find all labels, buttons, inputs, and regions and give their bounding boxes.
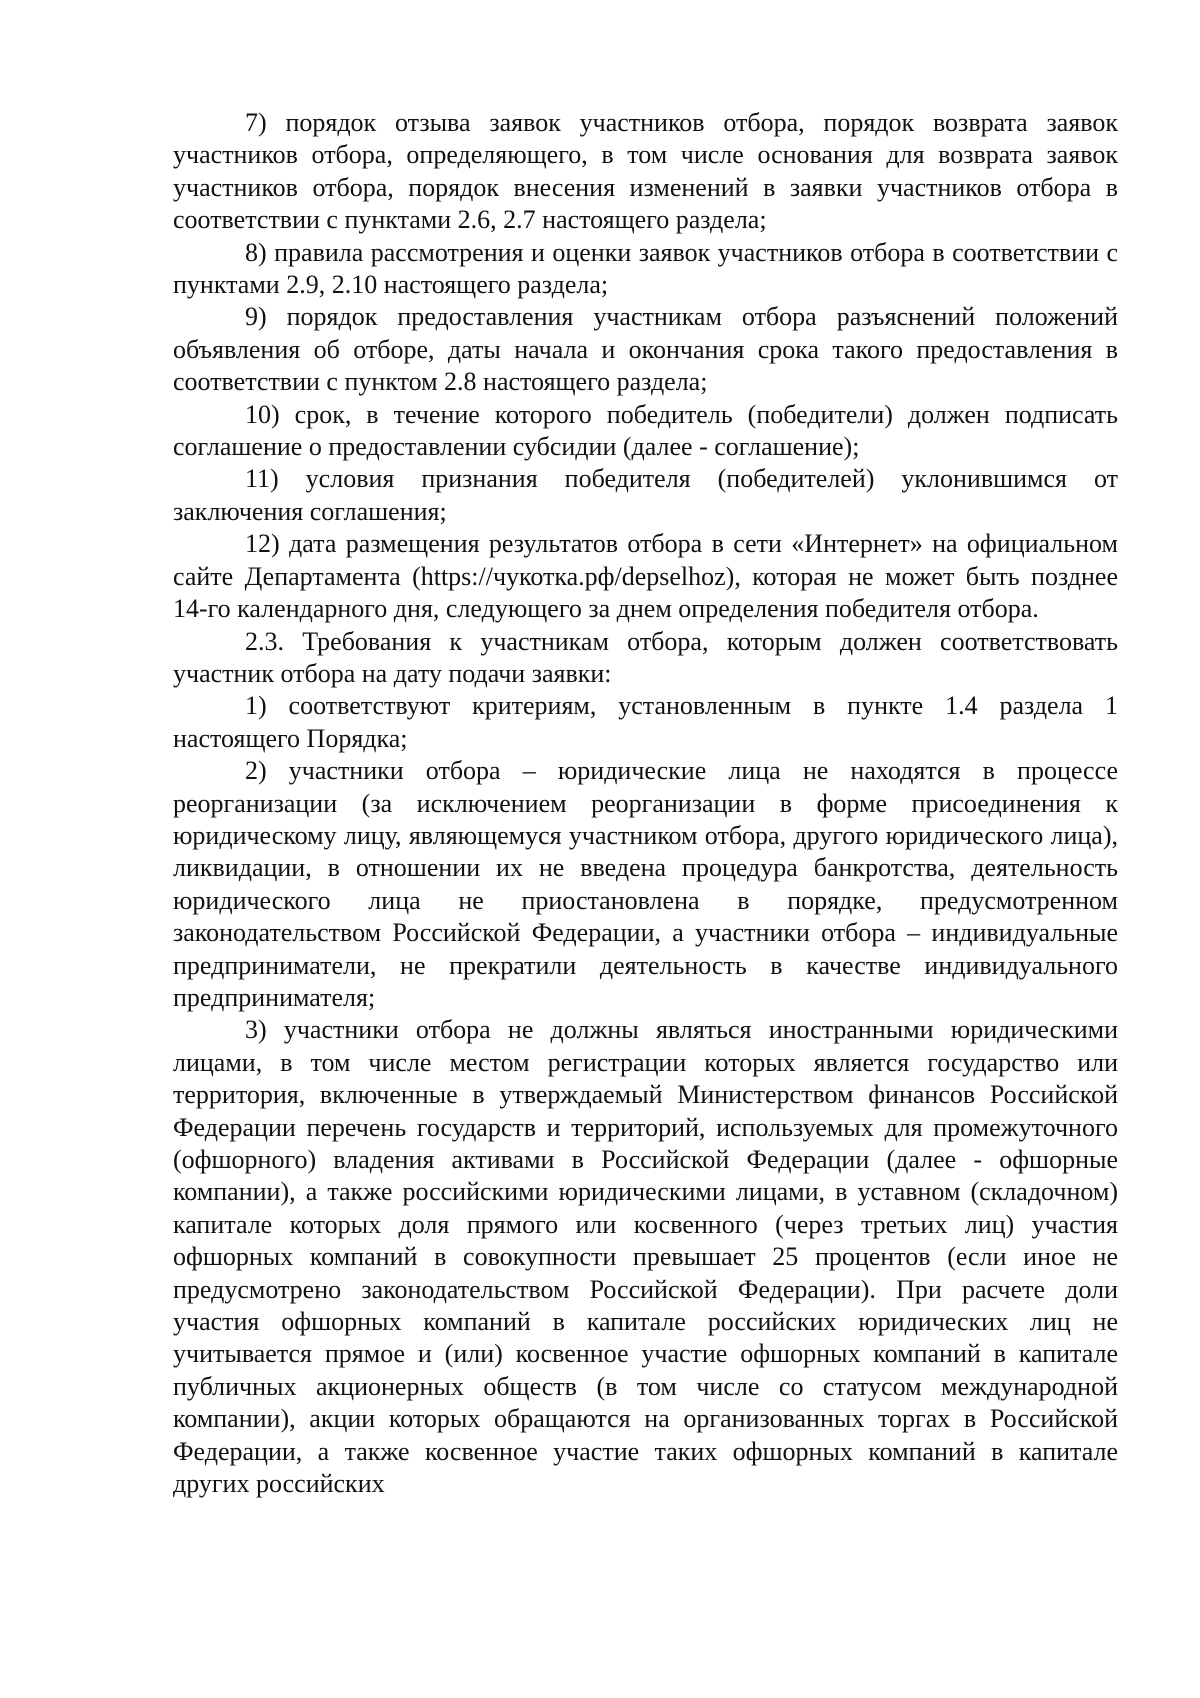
paragraph-section-2-3: 2.3. Требования к участникам отбора, которым должен соответствовать участник отбора на дату подачи заявки: bbox=[173, 626, 1118, 688]
paragraph-item-9: 9) порядок предоставления участникам отбора разъяснений положений объявления об отборе, даты начала и окончания срока такого предоставления в соответствии с пунктом 2.8 настоящего раздела; bbox=[173, 302, 1118, 397]
paragraph-item-11: 11) условия признания победителя (победителей) уклонившимся от заключения соглашения; bbox=[173, 464, 1118, 526]
paragraph-requirement-1: 1) соответствуют критериям, установленным в пункте 1.4 раздела 1 настоящего Порядка; bbox=[173, 691, 1118, 753]
paragraph-item-12: 12) дата размещения результатов отбора в сети «Интернет» на официальном сайте Департамента (https://чукотка.рф/depselhoz), которая не может быть позднее 14-го календарного дня, следующего за днем определения победителя отбора. bbox=[173, 529, 1118, 624]
paragraph-item-10: 10) срок, в течение которого победитель (победители) должен подписать соглашение о предоставлении субсидии (далее - соглашение); bbox=[173, 399, 1118, 462]
paragraph-requirement-2: 2) участники отбора – юридические лица не находятся в процессе реорганизации (за исключением реорганизации в форме присоединения к юридическому лицу, являющемуся участником отбора, другого юридического лица), ликвидации, в отношении их не введена процедура банкротства, деятельность юридического лица не приостановлена в порядке, предусмотренном законодательством Российской Федерации, а участники отбора – индивидуальные предприниматели, не прекратили деятельность в качестве индивидуального предпринимателя; bbox=[173, 756, 1118, 1012]
paragraph-requirement-3: 3) участники отбора не должны являться иностранными юридическими лицами, в том числе местом регистрации которых является государство или территория, включенные в утверждаемый Министерством финансов Российской Федерации перечень государств и территорий, используемых для промежуточного (офшорного) владения активами в Российской Федерации (далее - офшорные компании), а также российскими юридическими лицами, в уставном (складочном) капитале которых доля прямого или косвенного (через третьих лиц) участия офшорных компаний в совокупности превышает 25 процентов (если иное не предусмотрено законодательством Российской Федерации). При расчете доли участия офшорных компаний в капитале российских юридических лиц не учитывается прямое и (или) косвенное участие офшорных компаний в капитале публичных акционерных обществ (в том числе со статусом международной компании), акции которых обращаются на организованных торгах в Российской Федерации, а также косвенное участие таких офшорных компаний в капитале других российских bbox=[173, 1015, 1118, 1499]
paragraph-item-7: 7) порядок отзыва заявок участников отбора, порядок возврата заявок участников отбора, определяющего, в том числе основания для возврата заявок участников отбора, порядок внесения изменений в заявки участников отбора в соответствии с пунктами 2.6, 2.7 настоящего раздела; bbox=[173, 108, 1118, 235]
document-page bbox=[173, 107, 1118, 1500]
paragraph-item-8: 8) правила рассмотрения и оценки заявок участников отбора в соответствии с пунктами 2.9, 2.10 настоящего раздела; bbox=[173, 237, 1118, 300]
